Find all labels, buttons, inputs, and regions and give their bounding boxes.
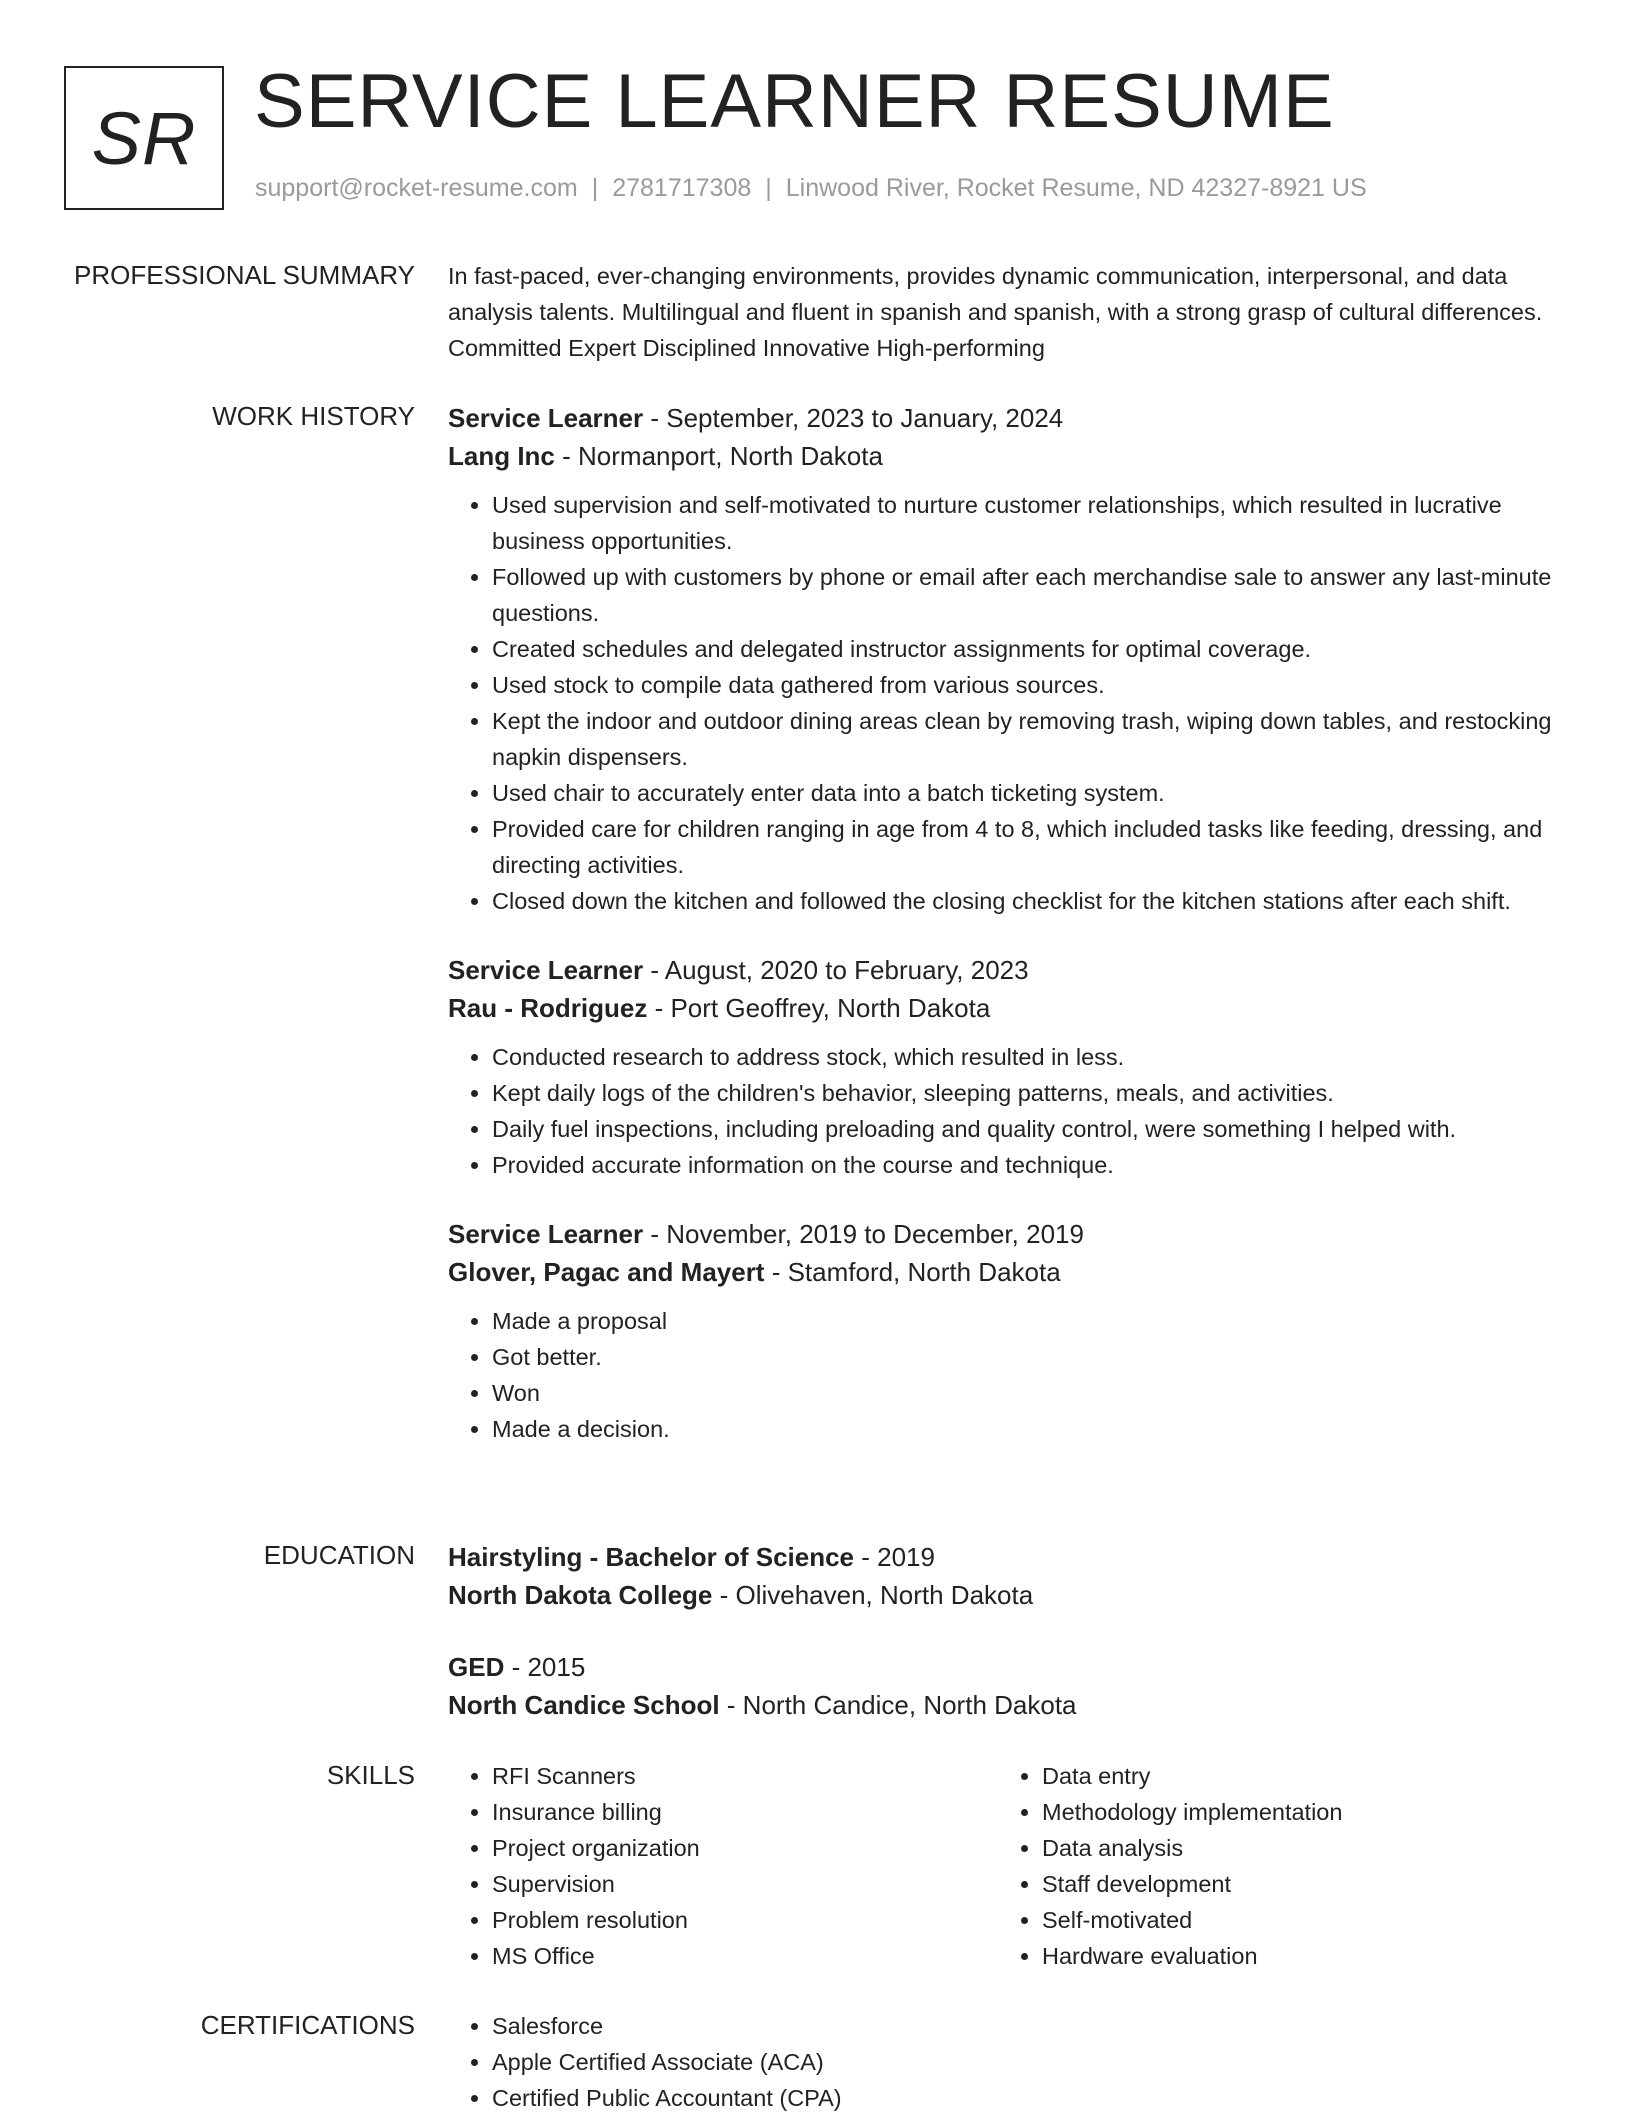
section-title: WORK HISTORY [212,401,415,431]
list-item: • Provided accurate information on the course and technique. [492,1147,1568,1183]
skill-item: • Data entry [1042,1758,1548,1794]
skill-item: • Project organization [492,1830,998,1866]
contact-phone[interactable]: 2781717308 [612,174,752,202]
skill-item: • Insurance billing [492,1794,998,1830]
contact-line [255,174,1367,203]
education-degree: GED [448,1652,505,1682]
list-item: • Made a proposal [492,1303,1568,1339]
contact-address: Linwood River, Rocket Resume, ND 42327-8921 US [785,174,1367,202]
list-item: • Created schedules and delegated instructor assignments for optimal coverage. [492,631,1568,667]
job-location: - Port Geoffrey, North Dakota [647,993,991,1023]
skill-item: • MS Office [492,1938,998,1974]
resume-title: SERVICE LEARNER RESUME [254,59,1335,144]
job-role: Service Learner [448,1219,644,1249]
list-item: • Followed up with customers by phone or email after each merchandise sale to answer any last-minute questions. [492,559,1568,631]
list-item: • Kept daily logs of the children's behavior, sleeping patterns, meals, and activities. [492,1075,1568,1111]
education-entry [448,1648,1568,1724]
job-duties [448,1039,1568,1183]
job-employer: Lang Inc [448,441,555,471]
job-entry [448,951,1568,1183]
summary-text: In fast-paced, ever-changing environments, provides dynamic communication, interpersonal, and data analysis talents. Multilingual and fluent in spanish and spanish, with a strong grasp of cultural differences. Committed Expert Disciplined Innovative High-performing [448,263,1543,361]
education-location: - Olivehaven, North Dakota [712,1580,1034,1610]
job-role: Service Learner [448,955,644,985]
list-item: • Got better. [492,1339,1568,1375]
list-item: • Daily fuel inspections, including preloading and quality control, were something I helped with. [492,1111,1568,1147]
job-location: - Stamford, North Dakota [764,1257,1061,1287]
list-item: • Kept the indoor and outdoor dining areas clean by removing trash, wiping down tables, and restocking napkin dispensers. [492,703,1568,775]
contact-separator: | [591,174,599,202]
section-title: SKILLS [326,1760,415,1790]
skill-item: • Self-motivated [1042,1902,1548,1938]
skill-item: • RFI Scanners [492,1758,998,1794]
education-year: - 2015 [504,1652,586,1682]
list-item: • Provided care for children ranging in age from 4 to 8, which included tasks like feeding, dressing, and directing activities. [492,811,1568,883]
skill-item: • Methodology implementation [1042,1794,1548,1830]
skill-item: • Supervision [492,1866,998,1902]
list-item: • Won [492,1375,1568,1411]
certification-item: • Salesforce [492,2008,1568,2044]
certification-item: • Certified Public Accountant (CPA) [492,2080,1568,2116]
job-entry [448,1215,1568,1447]
skills-grid [448,1758,1568,1974]
monogram-logo: SR [64,66,224,210]
education-entry [448,1538,1568,1614]
skill-item: • Data analysis [1042,1830,1548,1866]
section-title: EDUCATION [263,1540,415,1570]
certification-item: • Apple Certified Associate (ACA) [492,2044,1568,2080]
skill-item: • Hardware evaluation [1042,1938,1548,1974]
skills-list-right [998,1758,1548,1974]
skill-item: • Staff development [1042,1866,1548,1902]
education-school: North Dakota College [448,1580,713,1610]
job-location: - Normanport, North Dakota [554,441,883,471]
job-dates: - November, 2019 to December, 2019 [643,1219,1084,1249]
list-item: • Made a decision. [492,1411,1568,1447]
education-location: - North Candice, North Dakota [719,1690,1077,1720]
job-dates: - August, 2020 to February, 2023 [643,955,1029,985]
job-duties [448,1303,1568,1447]
education-degree: Hairstyling - Bachelor of Science [448,1542,855,1572]
education-school: North Candice School [448,1690,720,1720]
list-item: • Used supervision and self-motivated to nurture customer relationships, which resulted in lucrative business opportunities. [492,487,1568,559]
job-entry [448,399,1568,919]
job-employer: Glover, Pagac and Mayert [448,1257,765,1287]
list-item: • Used stock to compile data gathered from various sources. [492,667,1568,703]
section-title: CERTIFICATIONS [200,2010,415,2040]
contact-email[interactable]: support@rocket-resume.com [255,174,578,202]
section-title: PROFESSIONAL SUMMARY [74,260,415,290]
education-year: - 2019 [854,1542,935,1572]
list-item: • Used chair to accurately enter data into a batch ticketing system. [492,775,1568,811]
job-role: Service Learner [448,403,644,433]
skill-item: • Problem resolution [492,1902,998,1938]
contact-separator: | [765,174,772,202]
job-dates: - September, 2023 to January, 2024 [643,403,1064,433]
list-item: • Closed down the kitchen and followed the closing checklist for the kitchen stations after each shift. [492,883,1568,919]
job-duties [448,487,1568,919]
list-item: • Conducted research to address stock, which resulted in less. [492,1039,1568,1075]
job-employer: Rau - Rodriguez [448,993,648,1023]
certifications-list [448,2008,1568,2116]
skills-list-left [448,1758,998,1974]
